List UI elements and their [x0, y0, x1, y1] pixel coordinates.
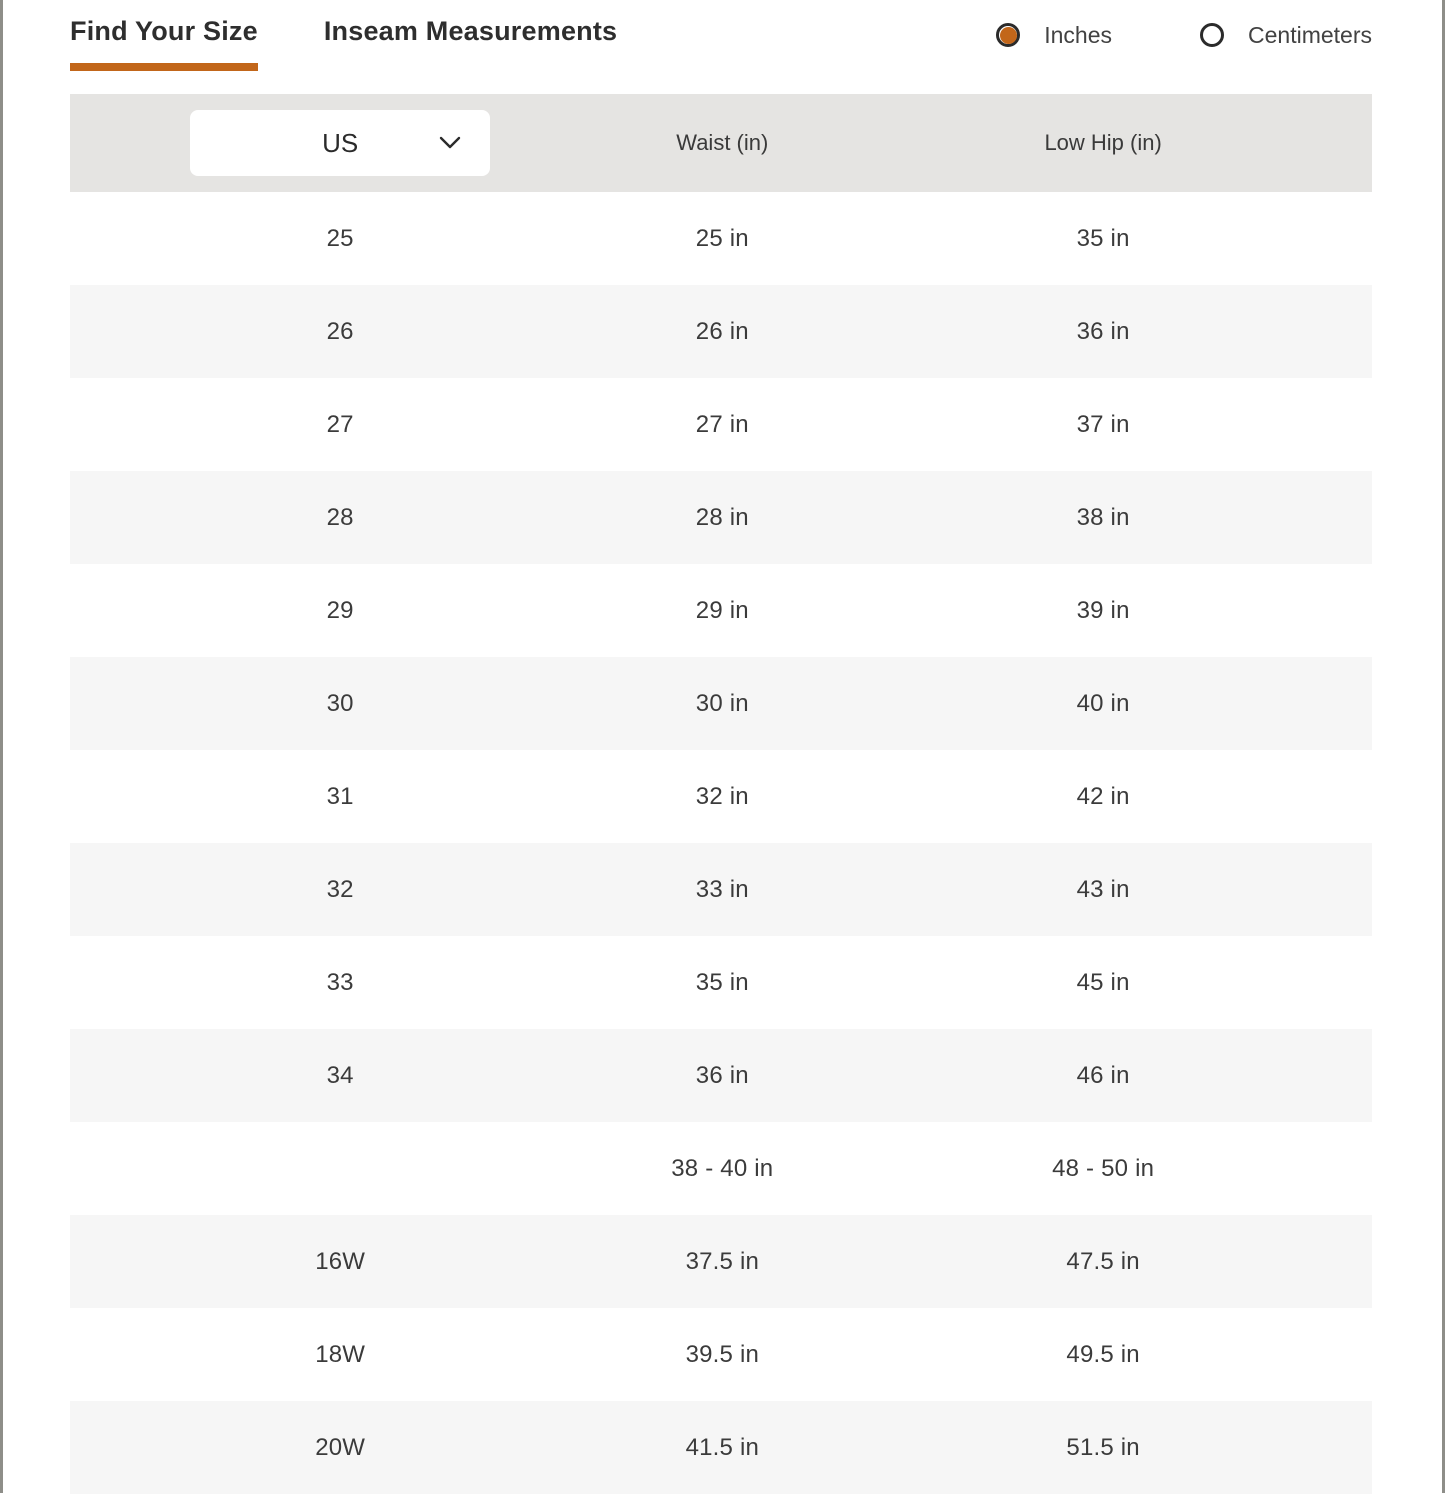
low-hip-cell: 36 in: [1076, 317, 1130, 345]
low-hip-cell: 42 in: [1076, 782, 1130, 810]
region-dropdown-label: US: [322, 127, 359, 158]
low-hip-cell: 40 in: [1076, 689, 1130, 717]
low-hip-cell: 51.5 in: [1066, 1433, 1140, 1461]
radio-centimeters-label: Centimeters: [1248, 22, 1372, 48]
waist-cell: 38 - 40 in: [671, 1154, 774, 1182]
low-hip-cell: 47.5 in: [1066, 1247, 1140, 1275]
low-hip-cell: 49.5 in: [1066, 1340, 1140, 1368]
waist-cell: 39.5 in: [685, 1340, 760, 1368]
table-body: [70, 192, 1372, 1494]
low-hip-cell: 45 in: [1076, 968, 1130, 996]
low-hip-cell: 46 in: [1076, 1061, 1130, 1089]
low-hip-cell: 35 in: [1076, 224, 1130, 252]
waist-cell: 28 in: [695, 503, 749, 531]
waist-cell: 37.5 in: [685, 1247, 760, 1275]
us-size-cell: 25: [326, 224, 354, 252]
waist-cell: 30 in: [695, 689, 749, 717]
table-row: [70, 192, 1372, 285]
us-size-cell: 28: [326, 503, 354, 531]
tab-inseam-measurements[interactable]: Inseam Measurements: [323, 16, 618, 46]
waist-cell: 25 in: [695, 224, 749, 252]
radio-button-icon: [996, 23, 1020, 47]
low-hip-cell: 48 - 50 in: [1052, 1154, 1155, 1182]
us-size-cell: 32: [326, 875, 354, 903]
radio-selected-dot: [1000, 27, 1017, 44]
table-row: [70, 843, 1372, 936]
table-row: [70, 936, 1372, 1029]
waist-cell: 26 in: [695, 317, 749, 345]
radio-centimeters[interactable]: [1200, 20, 1372, 50]
table-row: [70, 750, 1372, 843]
table-header-us: [70, 110, 610, 176]
table-header-waist: Waist (in): [676, 130, 769, 155]
table-row: [70, 564, 1372, 657]
table-row: [70, 1215, 1372, 1308]
table-row: [70, 657, 1372, 750]
us-size-cell: 33: [326, 968, 354, 996]
waist-cell: 27 in: [695, 410, 749, 438]
table-row: [70, 471, 1372, 564]
chevron-down-icon: [438, 135, 462, 151]
radio-button-icon: [1200, 23, 1224, 47]
waist-cell: 33 in: [695, 875, 749, 903]
low-hip-cell: 37 in: [1076, 410, 1130, 438]
size-chart-panel: [3, 0, 1442, 1494]
us-size-cell: 34: [326, 1061, 354, 1089]
us-size-cell: 20W: [315, 1433, 366, 1461]
table-row: [70, 1401, 1372, 1494]
low-hip-cell: 38 in: [1076, 503, 1130, 531]
waist-cell: 32 in: [695, 782, 749, 810]
us-size-cell: 29: [326, 596, 354, 624]
tab-bar: [70, 14, 617, 71]
us-size-cell: 30: [326, 689, 354, 717]
topbar: [70, 14, 1372, 71]
radio-inches-label: Inches: [1044, 22, 1113, 48]
us-size-cell: 16W: [315, 1247, 366, 1275]
region-dropdown[interactable]: [190, 110, 490, 176]
waist-cell: 41.5 in: [685, 1433, 760, 1461]
table-row: [70, 285, 1372, 378]
us-size-cell: 27: [326, 410, 354, 438]
table-row: [70, 378, 1372, 471]
low-hip-cell: 39 in: [1076, 596, 1130, 624]
table-header-low-hip: Low Hip (in): [1044, 130, 1162, 155]
waist-cell: 36 in: [695, 1061, 749, 1089]
tab-find-your-size[interactable]: Find Your Size: [70, 14, 258, 71]
size-table: [70, 94, 1372, 1494]
waist-cell: 35 in: [695, 968, 749, 996]
table-header-row: [70, 94, 1372, 192]
low-hip-cell: 43 in: [1076, 875, 1130, 903]
table-row: [70, 1308, 1372, 1401]
us-size-cell: 18W: [315, 1340, 366, 1368]
table-row: [70, 1122, 1372, 1215]
us-size-cell: 31: [326, 782, 354, 810]
us-size-cell: 26: [326, 317, 354, 345]
table-row: [70, 1029, 1372, 1122]
waist-cell: 29 in: [695, 596, 749, 624]
unit-toggle: [996, 20, 1372, 50]
radio-inches[interactable]: [996, 20, 1112, 50]
